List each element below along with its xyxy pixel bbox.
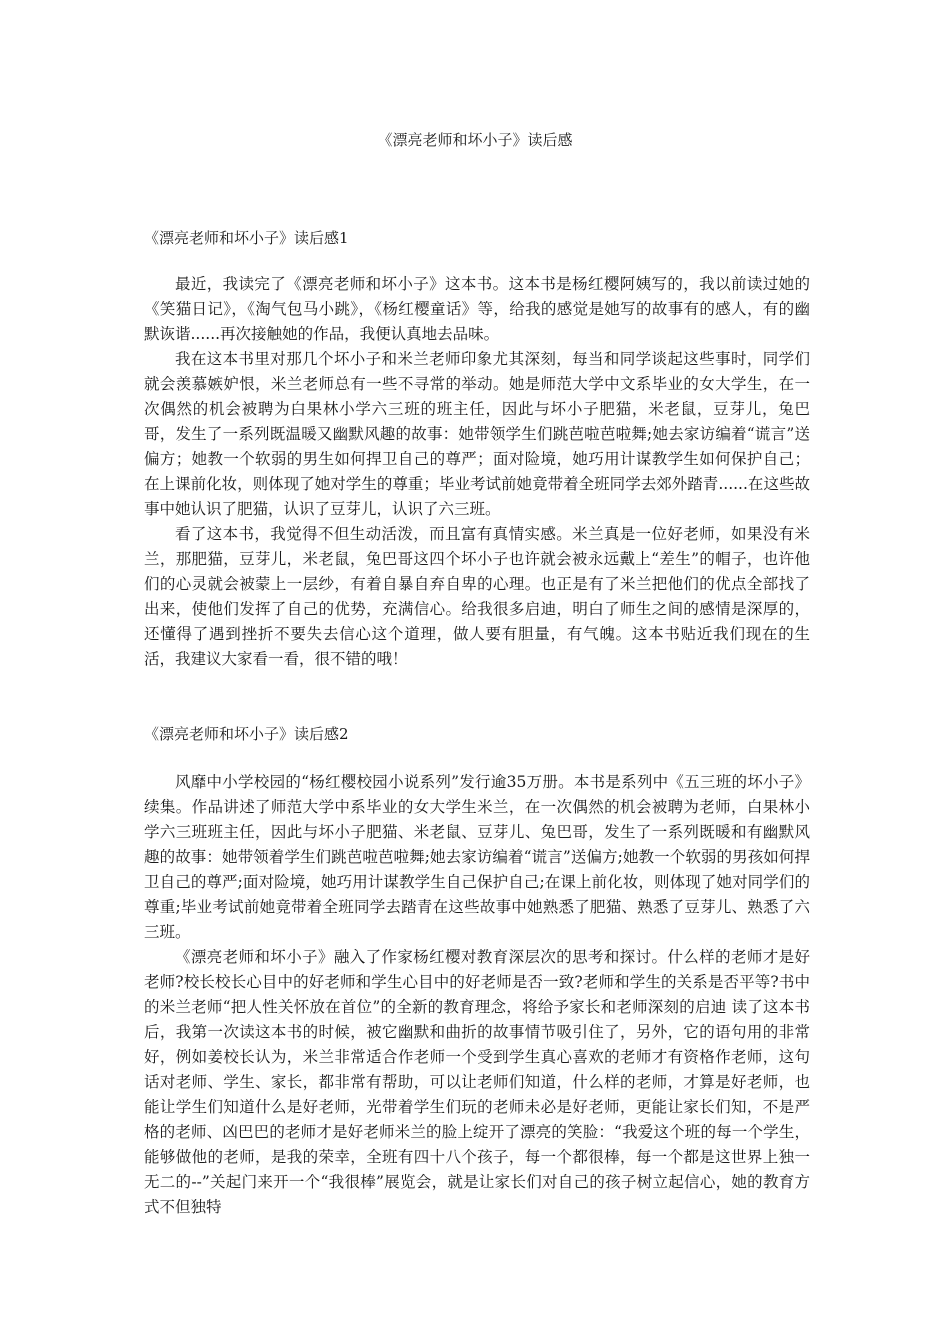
section-body-2 xyxy=(144,770,810,1220)
paragraph: 看了这本书，我觉得不但生动活泼，而且富有真情实感。米兰真是一位好老师，如果没有米兰，那肥猫，豆芽儿，米老鼠，兔巴哥这四个坏小子也许就会被永远戴上“差生”的帽子，也许他们的心灵就会被蒙上一层纱，有着自暴自弃自卑的心理。也正是有了米兰把他们的优点全部找了出来，使他们发挥了自己的优势，充满信心。给我很多启迪，明白了师生之间的感情是深厚的，还懂得了遇到挫折不要失去信心这个道理，做人要有胆量，有气魄。这本书贴近我们现在的生活，我建议大家看一看，很不错的哦！ xyxy=(144,525,810,668)
section-heading-1: 《漂亮老师和坏小子》读后感1 xyxy=(144,229,349,247)
section-heading-2: 《漂亮老师和坏小子》读后感2 xyxy=(144,725,349,743)
paragraph: 最近，我读完了《漂亮老师和坏小子》这本书。这本书是杨红樱阿姨写的，我以前读过她的《笑猫日记》，《淘气包马小跳》，《杨红樱童话》等，给我的感觉是她写的故事有的感人，有的幽默诙谐......再次接触她的作品，我便认真地去品味。 xyxy=(144,275,810,343)
section-body-1 xyxy=(144,272,810,672)
paragraph: 风靡中小学校园的“杨红樱校园小说系列”发行逾35万册。本书是系列中《五三班的坏小子》续集。作品讲述了师范大学中系毕业的女大学生米兰，在一次偶然的机会被聘为老师，白果林小学六三班班主任，因此与坏小子肥猫、米老鼠、豆芽儿、兔巴哥，发生了一系列既暖和有幽默风趣的故事：她带领着学生们跳芭啦芭啦舞;她去家访编着“谎言”送偏方;她教一个软弱的男孩如何捍卫自己的尊严;面对险境，她巧用计谋教学生自己保护自己;在课上前化妆，则体现了她对同学们的尊重;毕业考试前她竟带着全班同学去踏青在这些故事中她熟悉了肥猫、熟悉了豆芽儿、熟悉了六三班。 xyxy=(144,773,810,941)
paragraph: 《漂亮老师和坏小子》融入了作家杨红樱对教育深层次的思考和探讨。什么样的老师才是好老师?校长校长心目中的好老师和学生心目中的好老师是否一致?老师和学生的关系是否平等?书中的米兰老师“把人性关怀放在首位”的全新的教育理念，将给予家长和老师深刻的启迪 读了这本书后，我第一次读这本书的时候，被它幽默和曲折的故事情节吸引住了，另外，它的语句用的非常好，例如姜校长认为，米兰非常适合作老师一个受到学生真心喜欢的老师才有资格作老师，这句话对老师、学生、家长，都非常有帮助，可以让老师们知道，什么样的老师，才算是好老师，也能让学生们知道什么是好老师，光带着学生们玩的老师未必是好老师，更能让家长们知，不是严格的老师、凶巴巴的老师才是好老师米兰的脸上绽开了漂亮的笑脸：“我爱这个班的每一个学生，能够做他的老师，是我的荣幸，全班有四十八个孩子，每一个都很棒，每一个都是这世界上独一无二的--”关起门来开一个“我很棒”展览会，就是让家长们对自己的孩子树立起信心，她的教育方式不但独特 xyxy=(144,948,810,1216)
document-title: 《漂亮老师和坏小子》读后感 xyxy=(377,131,573,149)
paragraph: 我在这本书里对那几个坏小子和米兰老师印象尤其深刻，每当和同学谈起这些事时，同学们就会羡慕嫉妒恨，米兰老师总有一些不寻常的举动。她是师范大学中文系毕业的女大学生，在一次偶然的机会被聘为白果林小学六三班的班主任，因此与坏小子肥猫，米老鼠，豆芽儿，兔巴哥，发生了一系列既温暖又幽默风趣的故事：她带领学生们跳芭啦芭啦舞;她去家访编着“谎言”送偏方；她教一个软弱的男生如何捍卫自己的尊严；面对险境，她巧用计谋教学生如何保护自己；在上课前化妆，则体现了她对学生的尊重；毕业考试前她竟带着全班同学去郊外踏青......在这些故事中她认识了肥猫，认识了豆芽儿，认识了六三班。 xyxy=(144,350,810,518)
